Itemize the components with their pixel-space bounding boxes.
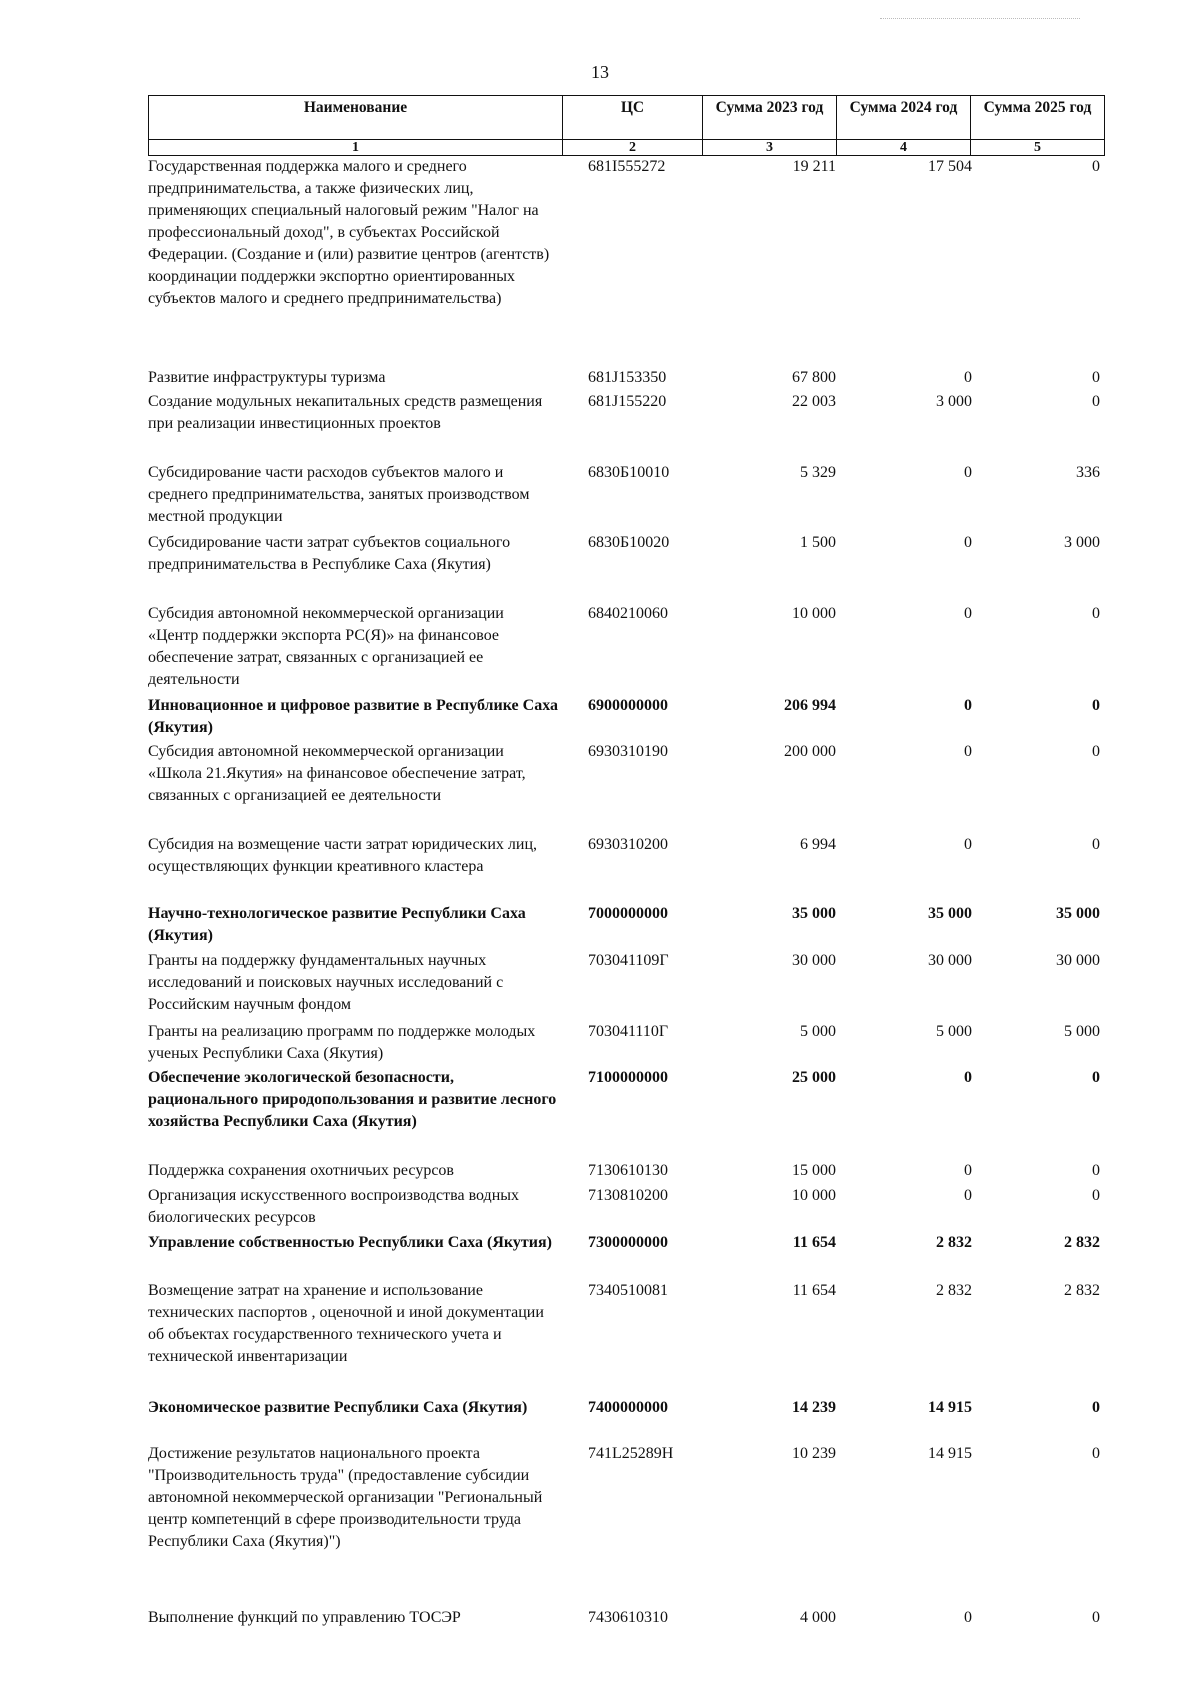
row-sum-2024: 35 000 (928, 905, 972, 922)
row-name: Субсидирование части затрат субъектов социального предпринимательства в Республике Саха (Якутия) (148, 534, 511, 573)
row-sum-2024: 30 000 (928, 952, 972, 969)
row-name: Управление собственностью Республики Саха (Якутия) (148, 1234, 552, 1251)
row-sum-2025: 0 (1092, 1609, 1100, 1626)
row-code: 681J155220 (588, 393, 667, 410)
row-code: 703041109Г (588, 952, 669, 969)
row-code: 741L25289Н (588, 1445, 674, 1462)
row-name: Развитие инфраструктуры туризма (148, 369, 386, 386)
row-name: Гранты на поддержку фундаментальных научных исследований и поисковых научных исследований с Российским научным фондом (148, 952, 504, 1013)
row-name: Достижение результатов национального проекта "Производительность труда" (предоставление субсидии автономной некоммерческой организации "Региональный центр компетенций в сфере производительности труда Республики Саха (Якутия)") (148, 1445, 543, 1550)
header-num-2: 2 (563, 140, 703, 156)
row-name: Инновационное и цифровое развитие в Республике Саха (Якутия) (148, 697, 558, 736)
row-sum-2023: 22 003 (792, 393, 836, 410)
row-code: 681I555272 (588, 158, 666, 175)
row-sum-2024: 0 (964, 1609, 972, 1626)
row-name: Возмещение затрат на хранение и использование технических паспортов , оценочной и иной документации об объектах государственного технического учета и технической инвентаризации (148, 1282, 544, 1365)
row-name: Государственная поддержка малого и среднего предпринимательства, а также физических лиц, применяющих специальный налоговый режим "Налог на профессиональный доход", в субъектах Российской Федерации. (Создание и (или) развитие центров (агентств) координации поддержки экспортно ориентированных субъектов малого и среднего предпринимательства) (148, 158, 550, 307)
row-sum-2025: 0 (1092, 836, 1100, 853)
row-name: Выполнение функций по управлению ТОСЭР (148, 1609, 461, 1626)
row-sum-2024: 0 (964, 1162, 972, 1179)
row-sum-2023: 35 000 (792, 905, 836, 922)
row-sum-2025: 0 (1092, 1069, 1100, 1086)
row-sum-2025: 5 000 (1064, 1023, 1100, 1040)
row-sum-2023: 6 994 (800, 836, 836, 853)
row-sum-2025: 35 000 (1056, 905, 1100, 922)
row-sum-2023: 19 211 (792, 158, 836, 175)
header-num-3: 3 (703, 140, 837, 156)
header-num-4: 4 (837, 140, 971, 156)
row-sum-2025: 0 (1092, 1399, 1100, 1416)
row-name: Экономическое развитие Республики Саха (Якутия) (148, 1399, 528, 1416)
header-num-1: 1 (149, 140, 563, 156)
row-sum-2023: 206 994 (784, 697, 836, 714)
header-num-5: 5 (971, 140, 1105, 156)
row-code: 6900000000 (588, 697, 668, 714)
row-name: Создание модульных некапитальных средств размещения при реализации инвестиционных проектов (148, 393, 543, 432)
row-sum-2025: 0 (1092, 158, 1100, 175)
header-sum-2025: Сумма 2025 год (971, 96, 1105, 140)
header-code: ЦС (563, 96, 703, 140)
row-sum-2025: 336 (1076, 464, 1100, 481)
row-sum-2023: 10 239 (792, 1445, 836, 1462)
row-code: 7100000000 (588, 1069, 668, 1086)
row-sum-2023: 67 800 (792, 369, 836, 386)
row-code: 7130610130 (588, 1162, 668, 1179)
row-sum-2024: 2 832 (936, 1282, 972, 1299)
row-sum-2025: 0 (1092, 393, 1100, 410)
row-code: 681J153350 (588, 369, 667, 386)
row-code: 6930310190 (588, 743, 668, 760)
row-sum-2024: 0 (964, 743, 972, 760)
row-sum-2024: 2 832 (936, 1234, 972, 1251)
row-sum-2023: 15 000 (792, 1162, 836, 1179)
row-sum-2023: 11 654 (792, 1234, 836, 1251)
row-sum-2025: 0 (1092, 1445, 1100, 1462)
row-sum-2025: 2 832 (1064, 1282, 1100, 1299)
row-sum-2025: 0 (1092, 743, 1100, 760)
row-sum-2025: 0 (1092, 1187, 1100, 1204)
row-code: 6840210060 (588, 605, 668, 622)
row-sum-2024: 0 (964, 605, 972, 622)
row-code: 703041110Г (588, 1023, 669, 1040)
scan-artifact (880, 18, 1080, 21)
header-sum-2023: Сумма 2023 год (703, 96, 837, 140)
row-code: 7300000000 (588, 1234, 668, 1251)
row-name: Поддержка сохранения охотничьих ресурсов (148, 1162, 454, 1179)
row-sum-2025: 0 (1092, 605, 1100, 622)
row-sum-2024: 0 (964, 1187, 972, 1204)
row-sum-2024: 0 (964, 369, 972, 386)
row-code: 6830Б10010 (588, 464, 670, 481)
row-sum-2025: 30 000 (1056, 952, 1100, 969)
row-sum-2024: 14 915 (928, 1445, 972, 1462)
row-sum-2023: 30 000 (792, 952, 836, 969)
row-name: Гранты на реализацию программ по поддержке молодых ученых Республики Саха (Якутия) (148, 1023, 536, 1062)
row-sum-2023: 4 000 (800, 1609, 836, 1626)
row-sum-2025: 2 832 (1064, 1234, 1100, 1251)
row-sum-2023: 5 000 (800, 1023, 836, 1040)
row-sum-2024: 0 (964, 534, 972, 551)
row-sum-2023: 14 239 (792, 1399, 836, 1416)
row-sum-2025: 0 (1092, 1162, 1100, 1179)
row-sum-2024: 3 000 (936, 393, 972, 410)
row-sum-2024: 17 504 (928, 158, 972, 175)
row-code: 7400000000 (588, 1399, 668, 1416)
row-sum-2023: 200 000 (784, 743, 836, 760)
row-sum-2024: 0 (964, 1069, 972, 1086)
row-sum-2024: 5 000 (936, 1023, 972, 1040)
row-sum-2023: 11 654 (792, 1282, 836, 1299)
row-name: Научно-технологическое развитие Республики Саха (Якутия) (148, 905, 526, 944)
row-sum-2024: 0 (964, 836, 972, 853)
row-code: 7430610310 (588, 1609, 668, 1626)
row-sum-2024: 0 (964, 464, 972, 481)
row-code: 7130810200 (588, 1187, 668, 1204)
row-code: 6930310200 (588, 836, 668, 853)
row-code: 6830Б10020 (588, 534, 670, 551)
row-sum-2023: 1 500 (800, 534, 836, 551)
row-code: 7340510081 (588, 1282, 668, 1299)
header-name: Наименование (149, 96, 563, 140)
row-sum-2023: 5 329 (800, 464, 836, 481)
page-number: 13 (591, 62, 609, 82)
row-sum-2025: 0 (1092, 697, 1100, 714)
row-sum-2025: 3 000 (1064, 534, 1100, 551)
row-name: Субсидия на возмещение части затрат юридических лиц, осуществляющих функции креативного кластера (148, 836, 537, 875)
row-sum-2023: 25 000 (792, 1069, 836, 1086)
header-sum-2024: Сумма 2024 год (837, 96, 971, 140)
row-sum-2025: 0 (1092, 369, 1100, 386)
row-name: Субсидирование части расходов субъектов малого и среднего предпринимательства, занятых производством местной продукции (148, 464, 530, 525)
row-name: Обеспечение экологической безопасности, рационального природопользования и развитие лесного хозяйства Республики Саха (Якутия) (148, 1069, 557, 1130)
row-sum-2023: 10 000 (792, 605, 836, 622)
row-name: Организация искусственного воспроизводства водных биологических ресурсов (148, 1187, 519, 1226)
table-header (148, 95, 1104, 158)
row-sum-2024: 0 (964, 697, 972, 714)
row-name: Субсидия автономной некоммерческой организации «Центр поддержки экспорта РС(Я)» на финансовое обеспечение затрат, связанных с организацией ее деятельности (148, 605, 504, 688)
row-sum-2023: 10 000 (792, 1187, 836, 1204)
row-code: 7000000000 (588, 905, 668, 922)
row-sum-2024: 14 915 (928, 1399, 972, 1416)
row-name: Субсидия автономной некоммерческой организации «Школа 21.Якутия» на финансовое обеспечение затрат, связанных с организацией ее деятельности (148, 743, 526, 804)
